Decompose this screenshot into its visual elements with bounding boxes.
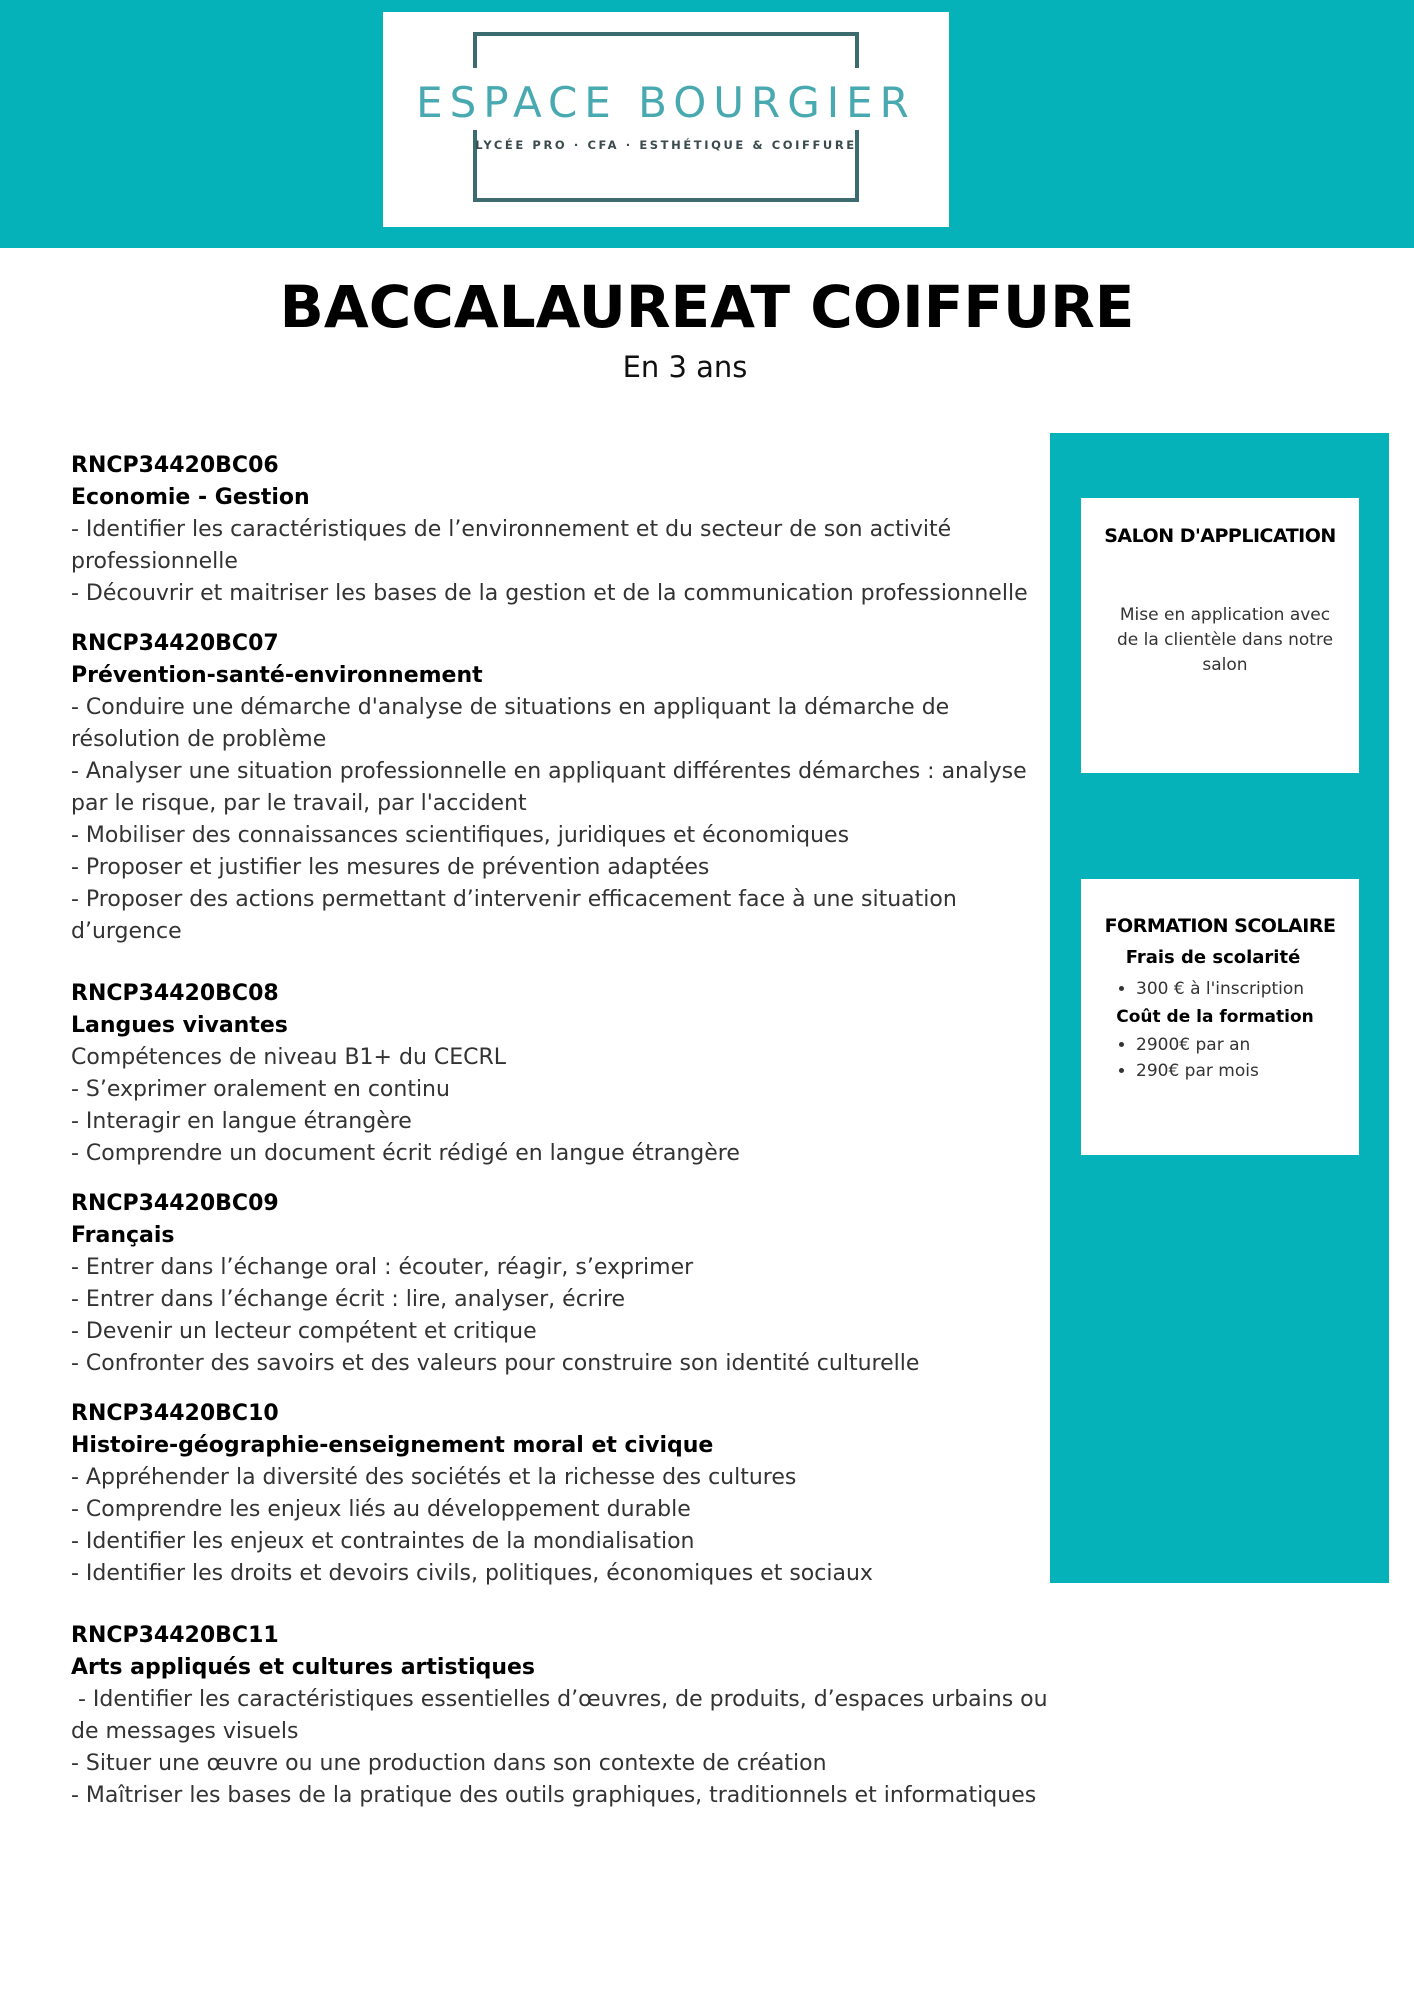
fee-item: • 300 € à l'inscription: [1136, 976, 1359, 1002]
block-line: - Interagir en langue étrangère: [71, 1109, 412, 1134]
block-line: - Confronter des savoirs et des valeurs pour construire son identité culturelle: [71, 1351, 920, 1376]
page-subtitle: En 3 ans: [622, 350, 748, 384]
block-line: - Identifier les enjeux et contraintes de la mondialisation: [71, 1529, 695, 1554]
cost-item: • 290€ par mois: [1136, 1058, 1359, 1084]
block-heading: Langues vivantes: [71, 1013, 288, 1038]
block-heading: Histoire-géographie-enseignement moral et civique: [71, 1433, 714, 1458]
salon-title: SALON D'APPLICATION: [1104, 525, 1336, 547]
block-code: RNCP34420BC07: [71, 631, 279, 656]
block-bc07: [71, 628, 1051, 948]
block-code: RNCP34420BC09: [71, 1191, 279, 1216]
logo-tagline: LYCÉE PRO · CFA · ESTHÉTIQUE & COIFFURE: [475, 138, 857, 152]
block-line: - Comprendre un document écrit rédigé en langue étrangère: [71, 1141, 740, 1166]
block-code: RNCP34420BC08: [71, 981, 279, 1006]
main-content: [71, 450, 1055, 1812]
cost-heading: Coût de la formation: [1116, 1007, 1314, 1027]
fees-list: [1081, 976, 1359, 1002]
block-line: - Identifier les caractéristiques essentielles d’œuvres, de produits, d’espaces urbains ou de messages visuels: [71, 1687, 1055, 1744]
block-code: RNCP34420BC06: [71, 453, 279, 478]
block-bc09: [71, 1188, 1051, 1380]
fees-heading: Frais de scolarité: [1125, 947, 1301, 968]
block-line: - Identifier les caractéristiques de l’environnement et du secteur de son activité professionnelle: [71, 517, 959, 574]
salon-card: [1081, 498, 1359, 773]
block-line: - Devenir un lecteur compétent et critique: [71, 1319, 537, 1344]
block-line: - Proposer et justifier les mesures de prévention adaptées: [71, 855, 710, 880]
block-code: RNCP34420BC11: [71, 1623, 279, 1648]
formation-title: FORMATION SCOLAIRE: [1104, 915, 1336, 937]
block-line: Compétences de niveau B1+ du CECRL: [71, 1045, 507, 1070]
block-line: - Analyser une situation professionnelle en appliquant différentes démarches : analyse par le risque, par le travail, par l'accident: [71, 759, 1034, 816]
block-bc11: [71, 1620, 1055, 1812]
block-bc06: [71, 450, 1051, 610]
block-bc10: [71, 1398, 1051, 1590]
cost-item: • 2900€ par an: [1136, 1032, 1359, 1058]
sidebar: [1050, 433, 1389, 1583]
block-line: - Appréhender la diversité des sociétés et la richesse des cultures: [71, 1465, 797, 1490]
block-code: RNCP34420BC10: [71, 1401, 279, 1426]
block-line: - Conduire une démarche d'analyse de situations en appliquant la démarche de résolution de problème: [71, 695, 957, 752]
block-heading: Arts appliqués et cultures artistiques: [71, 1655, 536, 1680]
cost-list: [1081, 1032, 1359, 1084]
block-line: - Situer une œuvre ou une production dans son contexte de création: [71, 1751, 827, 1776]
block-heading: Prévention-santé-environnement: [71, 663, 483, 688]
block-line: - Proposer des actions permettant d’intervenir efficacement face à une situation d’urgence: [71, 887, 964, 944]
block-line: - Maîtriser les bases de la pratique des outils graphiques, traditionnels et informatiques: [71, 1783, 1037, 1808]
header-band: [0, 0, 1414, 248]
block-heading: Français: [71, 1223, 175, 1248]
block-line: - S’exprimer oralement en continu: [71, 1077, 450, 1102]
block-line: - Entrer dans l’échange écrit : lire, analyser, écrire: [71, 1287, 626, 1312]
block-line: - Mobiliser des connaissances scientifiques, juridiques et économiques: [71, 823, 850, 848]
block-line: - Entrer dans l’échange oral : écouter, réagir, s’exprimer: [71, 1255, 694, 1280]
page-title: BACCALAUREAT COIFFURE: [279, 273, 1135, 341]
logo: [383, 12, 949, 227]
block-line: - Comprendre les enjeux liés au développement durable: [71, 1497, 691, 1522]
block-line: - Découvrir et maitriser les bases de la gestion et de la communication professionnelle: [71, 581, 1028, 606]
salon-text: Mise en application avec de la clientèle dans notre salon: [1116, 605, 1334, 675]
formation-card: [1081, 879, 1359, 1155]
block-bc08: [71, 978, 1051, 1170]
block-line: - Identifier les droits et devoirs civils, politiques, économiques et sociaux: [71, 1561, 873, 1586]
block-heading: Economie - Gestion: [71, 485, 310, 510]
logo-name: ESPACE BOURGIER: [416, 78, 916, 127]
